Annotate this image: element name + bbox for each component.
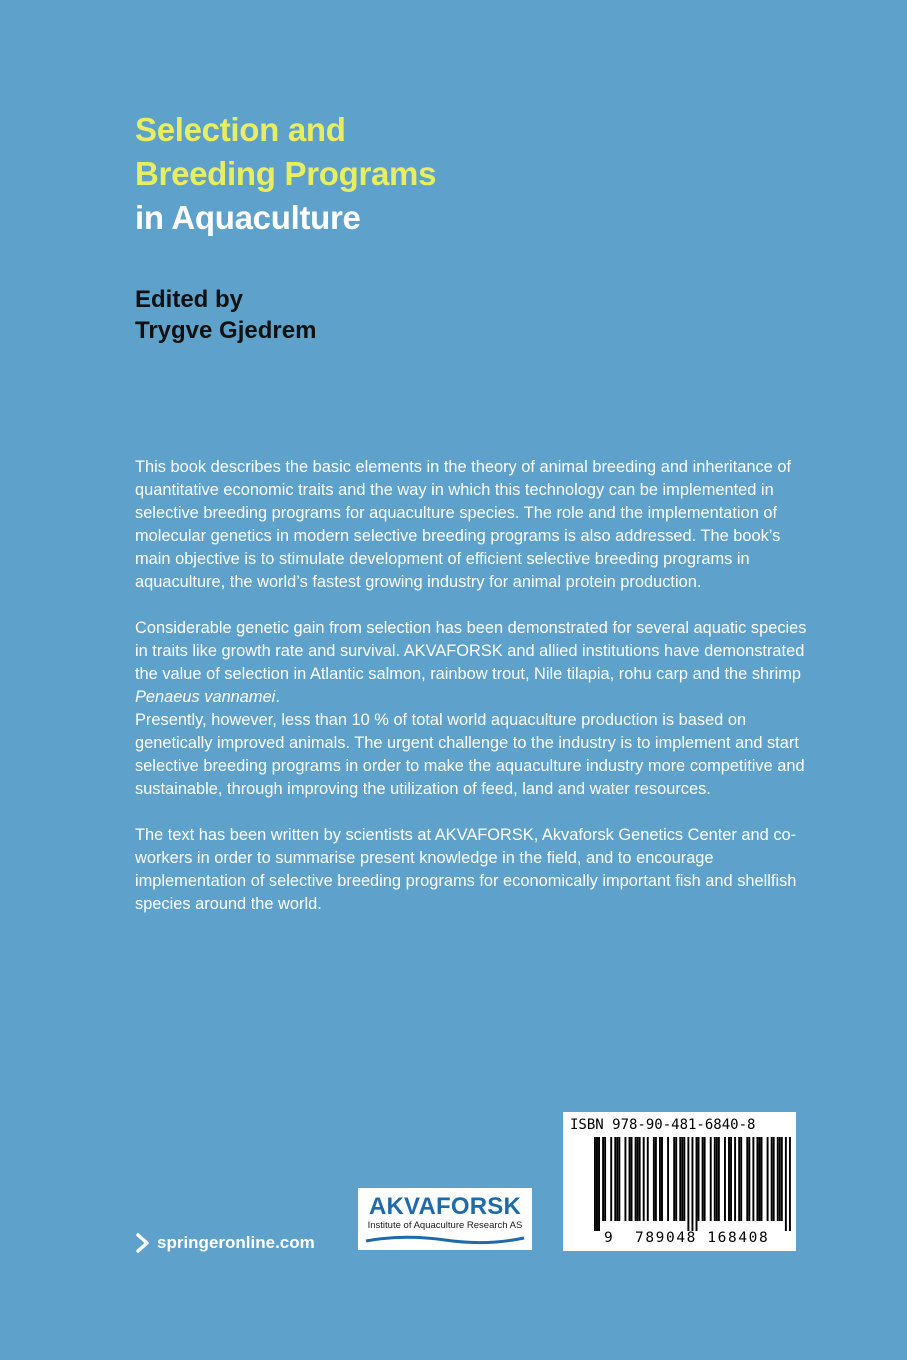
barcode-bar (659, 1137, 661, 1221)
book-title (135, 108, 436, 240)
barcode-bar (643, 1137, 645, 1221)
barcode-bar (752, 1137, 754, 1221)
barcode-bar (679, 1137, 681, 1221)
barcode-bar (779, 1137, 781, 1221)
barcode-bar (761, 1137, 763, 1221)
barcode-bar (624, 1137, 626, 1221)
barcode-bar (687, 1137, 689, 1231)
description-paragraph-2 (135, 617, 815, 709)
barcode-bar (734, 1137, 736, 1221)
barcode-bar (724, 1137, 726, 1221)
barcode-bar (594, 1137, 596, 1231)
barcode-bar (702, 1137, 704, 1221)
barcode-bar (635, 1137, 637, 1221)
barcode-bar (696, 1137, 698, 1231)
barcode-bar (647, 1137, 649, 1221)
barcode-bar (614, 1137, 616, 1221)
barcode-bar (598, 1137, 600, 1231)
publisher-website[interactable] (135, 1231, 315, 1255)
barcode-bar (604, 1137, 606, 1221)
website-link[interactable]: springeronline.com (157, 1233, 315, 1252)
edited-by-label: Edited by (135, 286, 244, 313)
chevron-right-icon (135, 1233, 151, 1253)
barcode-bars (572, 1137, 791, 1231)
barcode-bar (714, 1137, 716, 1221)
logo-subtitle: Institute of Aquaculture Research AS (367, 1220, 523, 1231)
isbn-label: ISBN 978-90-481-6840-8 (570, 1117, 756, 1133)
barcode-bar (616, 1137, 618, 1221)
barcode-bar (610, 1137, 612, 1221)
barcode-bar (746, 1137, 748, 1221)
paragraph-2-text: Considerable genetic gain from selection has been demonstrated for several aquatic species in traits like growth rate and survival. AKVAFORSK and allied institutions have demonstrated the value of selection in Atlantic salmon, rainbow trout, Nile tilapia, rohu carp and the shrimp (135, 619, 807, 683)
paragraph-2-period: . (275, 688, 280, 706)
barcode-bar (637, 1137, 639, 1221)
editor-name: Trygve Gjedrem (135, 317, 317, 344)
barcode-bar (704, 1137, 706, 1221)
title-line-2: Breeding Programs (135, 155, 437, 192)
barcode-bar (789, 1137, 791, 1231)
description-paragraph-4: The text has been written by scientists at AKVAFORSK, Akvaforsk Genetics Center and co-workers in order to summarise present knowledge in the field, and to encourage implementation of selective breeding programs for economically important fish and shellfish species around the world. (135, 826, 797, 913)
barcode-bar (655, 1137, 657, 1221)
barcode-bar (667, 1137, 669, 1221)
title-line-3: in Aquaculture (135, 199, 361, 236)
logo-name: AKVAFORSK (368, 1193, 522, 1220)
barcode-bar (773, 1137, 775, 1221)
barcode-bar (718, 1137, 720, 1221)
barcode-bar (759, 1137, 761, 1221)
species-name: Penaeus vannamei (135, 688, 276, 706)
barcode-digits (604, 1229, 769, 1247)
barcode-bar (728, 1137, 730, 1221)
title-line-1: Selection and (135, 111, 346, 148)
barcode-bar (596, 1137, 598, 1231)
barcode-bar (691, 1137, 693, 1231)
barcode-bar (681, 1137, 683, 1221)
barcode-bar (673, 1137, 675, 1221)
barcode-bar (785, 1137, 787, 1231)
barcode-bar (756, 1137, 758, 1221)
barcode-first-digit: 9 (604, 1230, 615, 1246)
barcode-bar (639, 1137, 641, 1221)
barcode-bar (602, 1137, 604, 1221)
barcode-bar (629, 1137, 631, 1221)
barcode-bar (653, 1137, 655, 1221)
barcode-bar (631, 1137, 633, 1221)
barcode-bar (771, 1137, 773, 1221)
barcode-bar (748, 1137, 750, 1221)
barcode-bar (698, 1137, 700, 1221)
akvaforsk-logo (358, 1188, 532, 1250)
book-description (135, 456, 815, 939)
barcode-bar (777, 1137, 779, 1221)
description-paragraph-1: This book describes the basic elements in the theory of animal breeding and inheritance of quantitative economic traits and the way in which this technology can be implemented in selective breeding programs for aquaculture species. The role and the implementation of molecular genetics in modern selective breeding programs is also addressed. The book’s main objective is to stimulate development of efficient selective breeding programs in aquaculture, the world’s fastest growing industry for animal protein production. (135, 458, 792, 591)
isbn-barcode (563, 1112, 796, 1251)
barcode-bar (661, 1137, 663, 1221)
editor-credit (135, 284, 316, 346)
wave-icon (364, 1232, 526, 1246)
barcode-bar (716, 1137, 718, 1221)
barcode-bar (618, 1137, 620, 1221)
description-paragraph-3: Presently, however, less than 10 % of total world aquaculture production is based on genetically improved animals. The urgent challenge to the industry is to implement and start selective breeding programs in order to make the aquaculture industry more competitive and sustainable, through improving the utilization of feed, land and water resources. (135, 711, 805, 798)
barcode-bar (710, 1137, 712, 1221)
barcode-bar (738, 1137, 740, 1221)
barcode-bar (683, 1137, 685, 1221)
barcode-bar (740, 1137, 742, 1221)
barcode-bar (730, 1137, 732, 1221)
barcode-bar (675, 1137, 677, 1221)
barcode-digit-groups: 789048 168408 (635, 1230, 770, 1246)
barcode-bar (767, 1137, 769, 1221)
barcode-bar (781, 1137, 783, 1221)
